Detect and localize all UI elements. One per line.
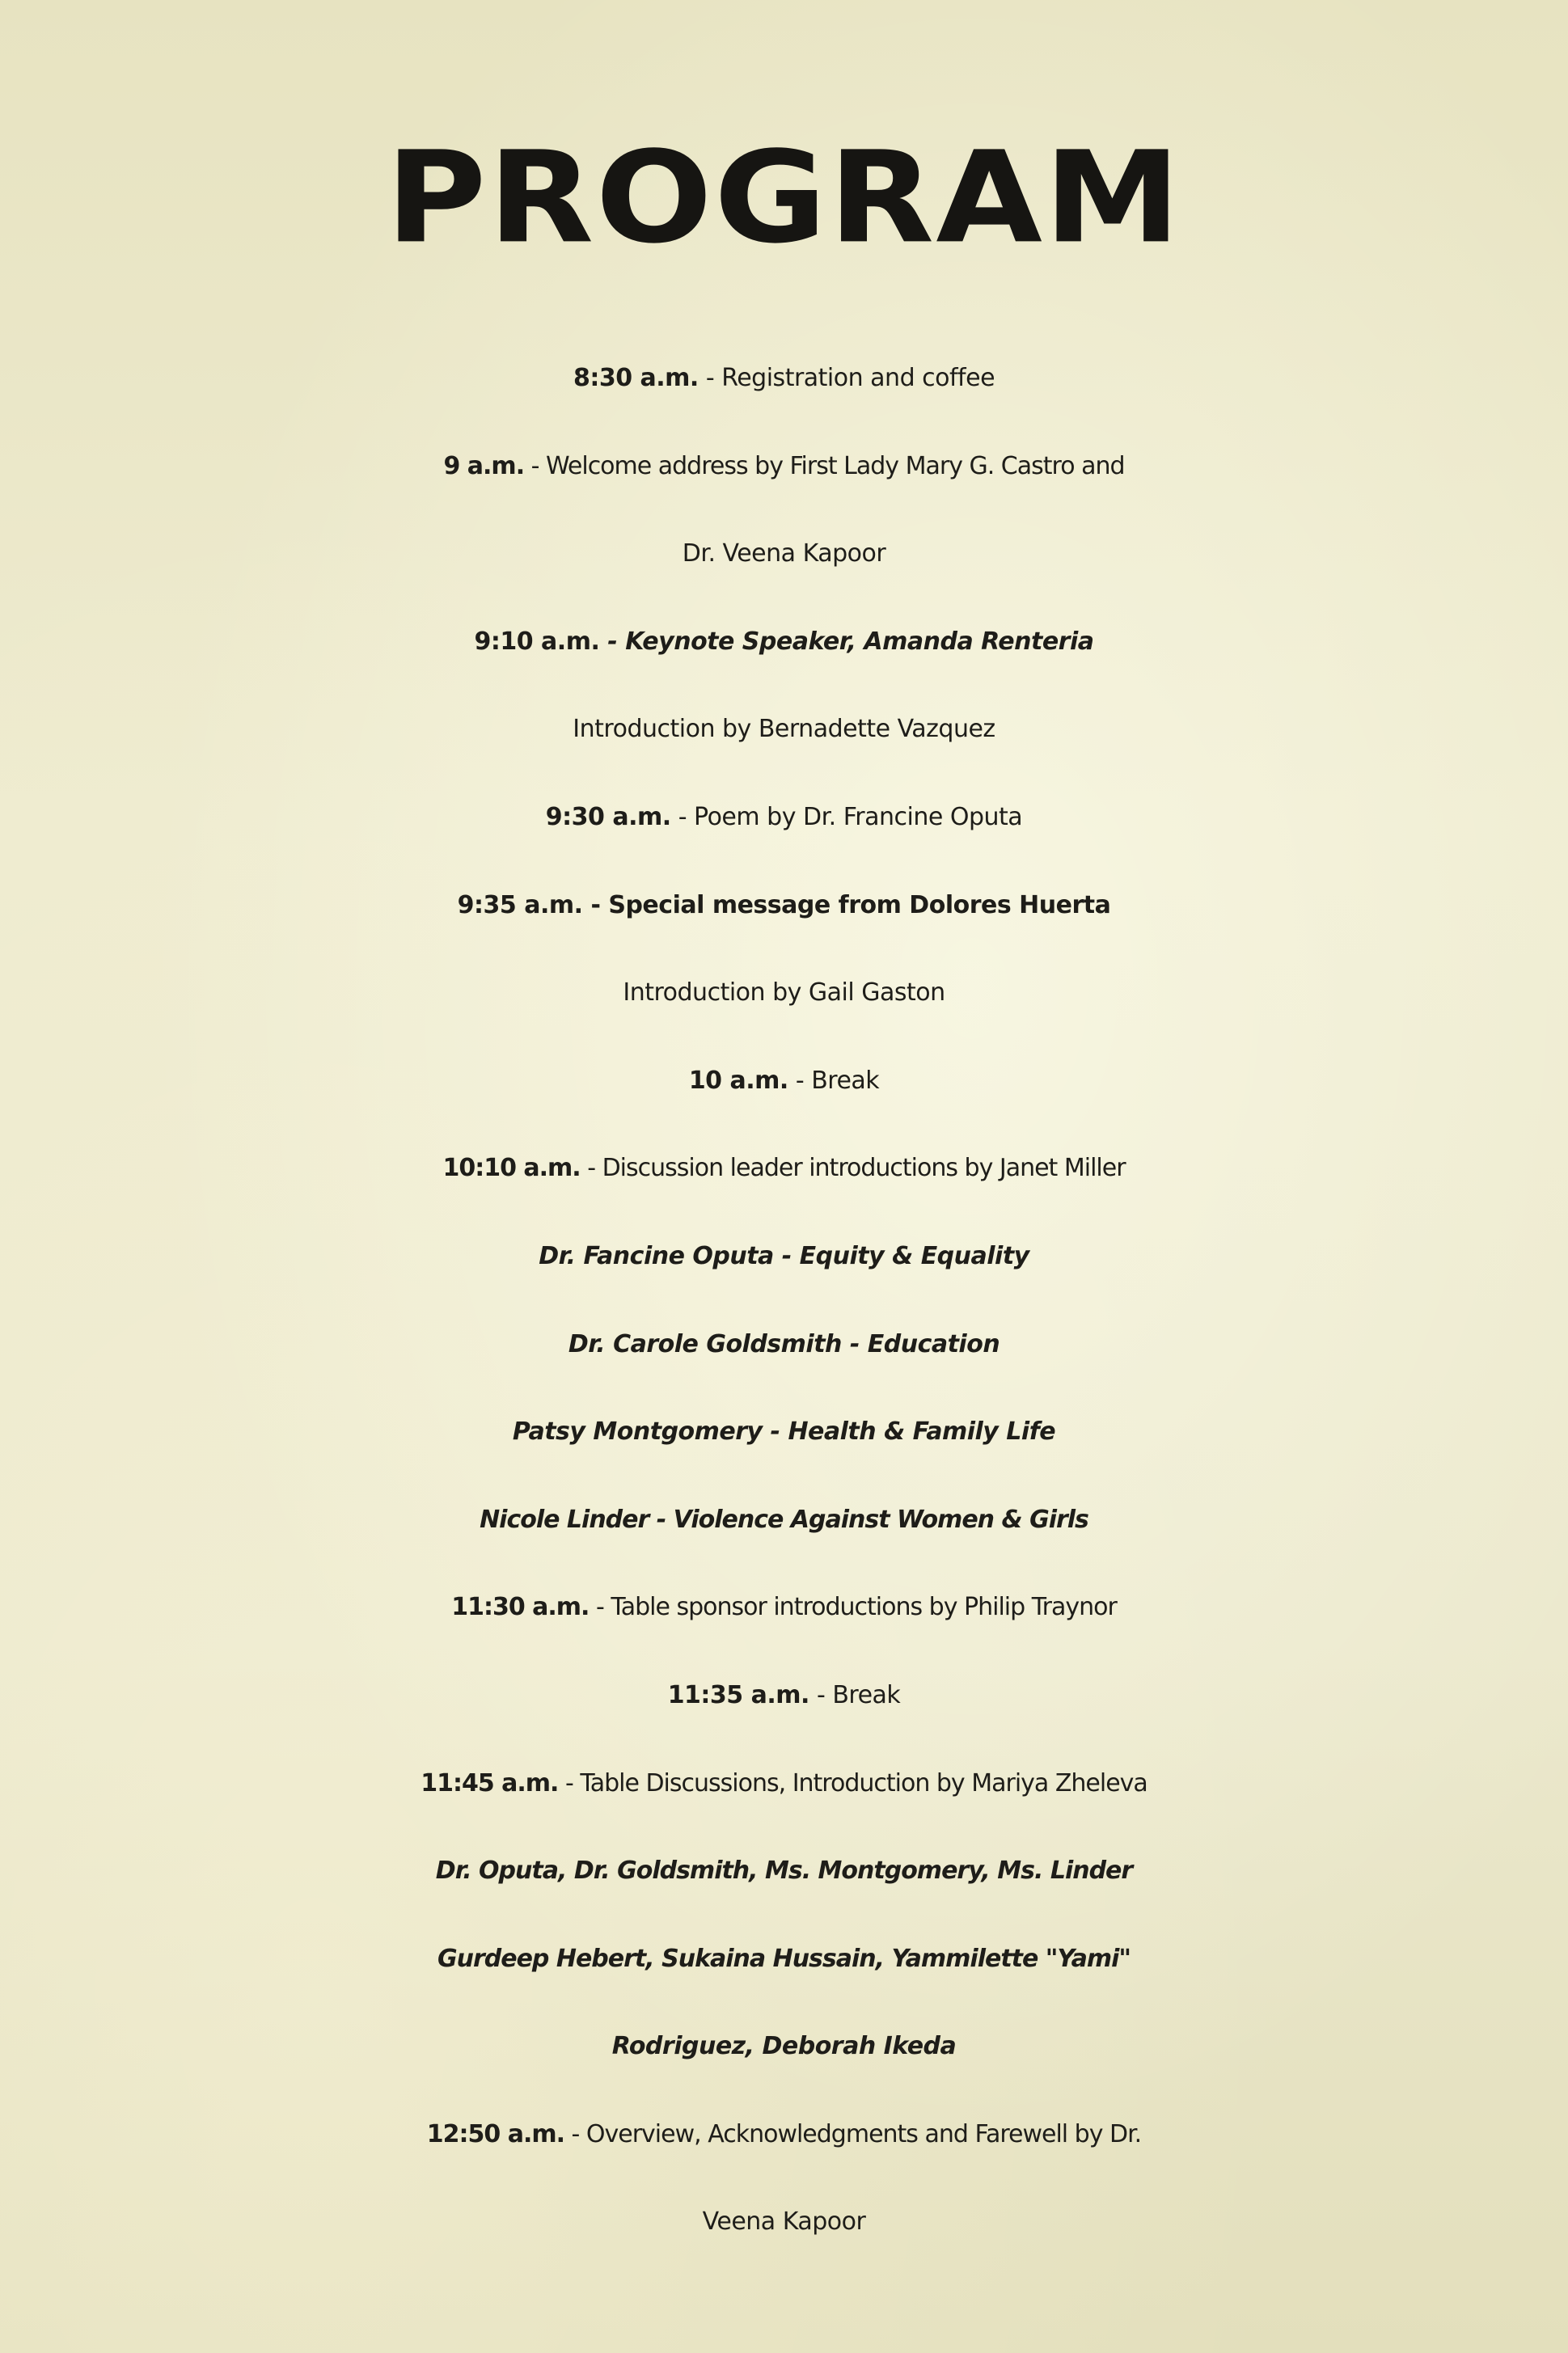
- schedule-line: [0, 862, 1568, 950]
- schedule-text: - Overview, Acknowledgments and Farewell by Dr.: [564, 2119, 1142, 2148]
- schedule-time: 10:10 a.m.: [442, 1154, 581, 1183]
- schedule-time: 11:35 a.m.: [667, 1680, 809, 1709]
- schedule-line: [0, 598, 1568, 686]
- schedule-time: 8:30 a.m.: [573, 364, 699, 392]
- schedule-line: [0, 423, 1568, 511]
- schedule-line: [0, 1388, 1568, 1476]
- schedule-line: [0, 774, 1568, 862]
- schedule-time: 9:35 a.m.: [457, 890, 583, 919]
- schedule-text: Patsy Montgomery - Health & Family Life: [512, 1417, 1056, 1447]
- schedule-time: 9:30 a.m.: [545, 802, 671, 831]
- schedule-line: [0, 1827, 1568, 1916]
- schedule-text: - Registration and coffee: [698, 364, 995, 392]
- schedule-text: - Keynote Speaker, Amanda Renteria: [599, 627, 1094, 656]
- schedule-line: [0, 1476, 1568, 1565]
- schedule-line: [0, 2178, 1568, 2266]
- page-title: PROGRAM: [385, 124, 1183, 272]
- schedule-line: [0, 2003, 1568, 2091]
- schedule-line: [0, 1916, 1568, 2004]
- schedule-line: [0, 1740, 1568, 1828]
- schedule-text: - Break: [809, 1680, 901, 1709]
- schedule-time: 10 a.m.: [688, 1066, 788, 1095]
- schedule-text: - Special message from Dolores Huerta: [582, 890, 1111, 919]
- schedule-time: 12:50 a.m.: [426, 2119, 564, 2148]
- schedule-line: [0, 1037, 1568, 1126]
- schedule-text: Dr. Carole Goldsmith - Education: [568, 1329, 1000, 1358]
- program-schedule: [0, 335, 1568, 2266]
- schedule-line: [0, 510, 1568, 598]
- schedule-text: - Poem by Dr. Francine Oputa: [670, 802, 1023, 831]
- schedule-time: 11:45 a.m.: [421, 1768, 559, 1797]
- schedule-line: [0, 949, 1568, 1037]
- schedule-text: - Table Discussions, Introduction by Mariya Zheleva: [558, 1768, 1147, 1797]
- schedule-text: Introduction by Bernadette Vazquez: [573, 715, 995, 744]
- schedule-text: Rodriguez, Deborah Ikeda: [611, 2032, 957, 2061]
- schedule-line: [0, 1652, 1568, 1740]
- schedule-line: [0, 2091, 1568, 2179]
- schedule-text: Dr. Oputa, Dr. Goldsmith, Ms. Montgomery, Ms. Linder: [435, 1857, 1133, 1886]
- schedule-line: [0, 1125, 1568, 1213]
- schedule-text: - Discussion leader introductions by Janet Miller: [580, 1154, 1126, 1183]
- schedule-text: Introduction by Gail Gaston: [623, 978, 945, 1008]
- schedule-line: [0, 686, 1568, 774]
- schedule-line: [0, 1301, 1568, 1389]
- schedule-text: Dr. Fancine Oputa - Equity & Equality: [539, 1241, 1029, 1270]
- schedule-text: - Table sponsor introductions by Philip Traynor: [589, 1593, 1117, 1622]
- schedule-text: Dr. Veena Kapoor: [682, 539, 886, 568]
- schedule-text: Veena Kapoor: [702, 2207, 866, 2237]
- schedule-line: [0, 1564, 1568, 1652]
- schedule-time: 9 a.m.: [443, 451, 525, 480]
- schedule-line: [0, 335, 1568, 423]
- schedule-time: 11:30 a.m.: [451, 1593, 590, 1622]
- schedule-text: - Welcome address by First Lady Mary G. Castro and: [524, 451, 1125, 480]
- schedule-text: - Break: [788, 1066, 880, 1095]
- schedule-time: 9:10 a.m.: [474, 627, 600, 656]
- schedule-text: Nicole Linder - Violence Against Women & Girls: [480, 1505, 1088, 1534]
- schedule-line: [0, 1213, 1568, 1301]
- schedule-text: Gurdeep Hebert, Sukaina Hussain, Yammilette "Yami": [437, 1944, 1131, 1973]
